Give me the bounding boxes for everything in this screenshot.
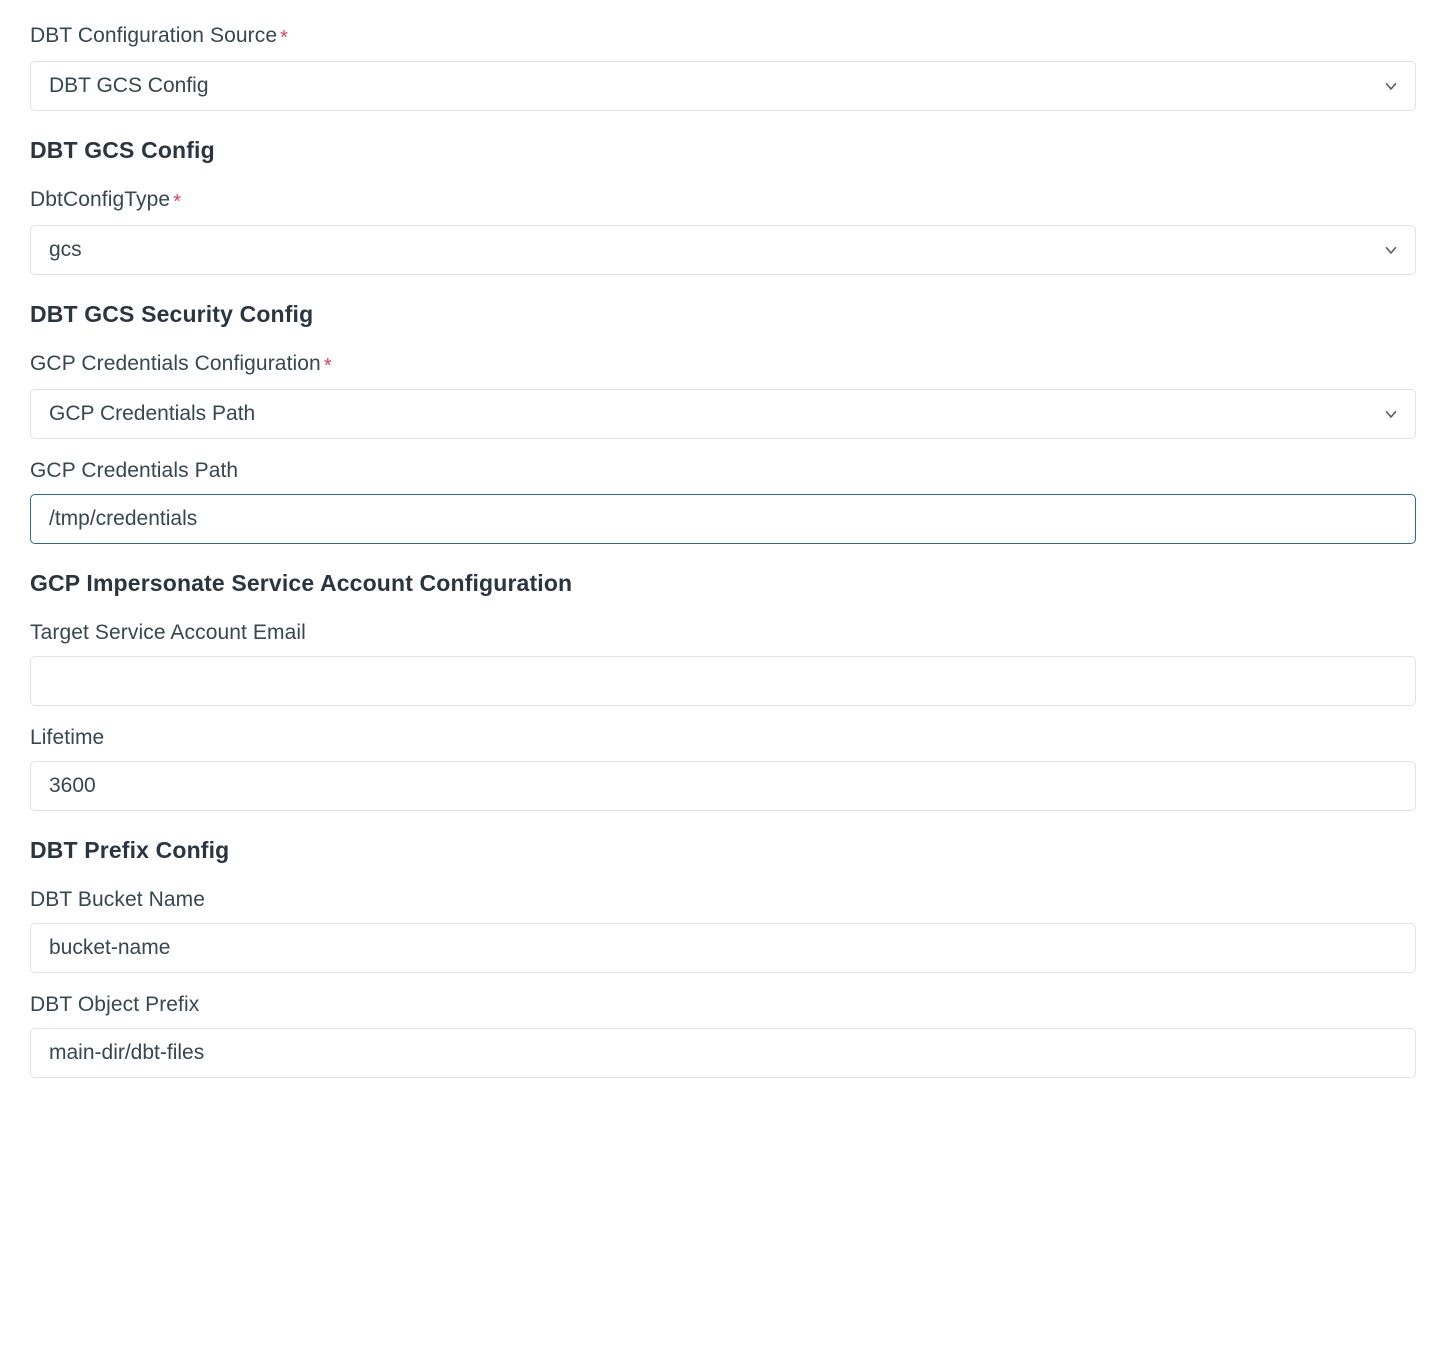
label-target-service-account-email: Target Service Account Email bbox=[30, 621, 306, 644]
field-dbt-object-prefix bbox=[30, 991, 1416, 1078]
label-gcp-credentials-path: GCP Credentials Path bbox=[30, 459, 239, 482]
field-lifetime bbox=[30, 724, 1416, 811]
input-gcp-credentials-path[interactable] bbox=[30, 494, 1416, 544]
label-lifetime: Lifetime bbox=[30, 726, 105, 749]
section-title-dbt-gcs-config: DBT GCS Config bbox=[30, 137, 215, 163]
control-gcp-credentials-configuration bbox=[30, 389, 1416, 439]
label-dbt-config-type bbox=[30, 186, 1416, 216]
field-target-service-account-email bbox=[30, 619, 1416, 706]
label-dbt-object-prefix: DBT Object Prefix bbox=[30, 993, 200, 1016]
label-dbt-bucket-name: DBT Bucket Name bbox=[30, 888, 206, 911]
input-target-service-account-email[interactable] bbox=[30, 656, 1416, 706]
control-gcp-credentials-path bbox=[30, 494, 1416, 544]
select-gcp-credentials-configuration[interactable] bbox=[30, 389, 1416, 439]
select-dbt-config-type[interactable] bbox=[30, 225, 1416, 275]
field-gcp-credentials-configuration bbox=[30, 350, 1416, 439]
label-text: GCP Credentials Configuration bbox=[30, 352, 321, 375]
control-dbt-config-type bbox=[30, 225, 1416, 275]
label-dbt-configuration-source bbox=[30, 22, 1416, 52]
field-dbt-configuration-source bbox=[30, 22, 1416, 111]
control-dbt-configuration-source bbox=[30, 61, 1416, 111]
required-indicator: * bbox=[280, 27, 289, 49]
input-dbt-bucket-name[interactable] bbox=[30, 923, 1416, 973]
control-dbt-object-prefix bbox=[30, 1028, 1416, 1078]
field-dbt-config-type bbox=[30, 186, 1416, 275]
label-text: DbtConfigType bbox=[30, 188, 171, 211]
section-title-dbt-gcs-security-config: DBT GCS Security Config bbox=[30, 301, 314, 327]
control-dbt-bucket-name bbox=[30, 923, 1416, 973]
control-target-service-account-email bbox=[30, 656, 1416, 706]
select-dbt-configuration-source[interactable] bbox=[30, 61, 1416, 111]
input-lifetime[interactable] bbox=[30, 761, 1416, 811]
field-dbt-bucket-name bbox=[30, 886, 1416, 973]
field-gcp-credentials-path bbox=[30, 457, 1416, 544]
input-dbt-object-prefix[interactable] bbox=[30, 1028, 1416, 1078]
section-title-gcp-impersonate-service-account-configuration: GCP Impersonate Service Account Configuration bbox=[30, 570, 573, 596]
section-title-dbt-prefix-config: DBT Prefix Config bbox=[30, 837, 230, 863]
label-text: DBT Configuration Source bbox=[30, 24, 278, 47]
label-gcp-credentials-configuration bbox=[30, 350, 1416, 380]
required-indicator: * bbox=[173, 191, 182, 213]
required-indicator: * bbox=[323, 355, 332, 377]
control-lifetime bbox=[30, 761, 1416, 811]
